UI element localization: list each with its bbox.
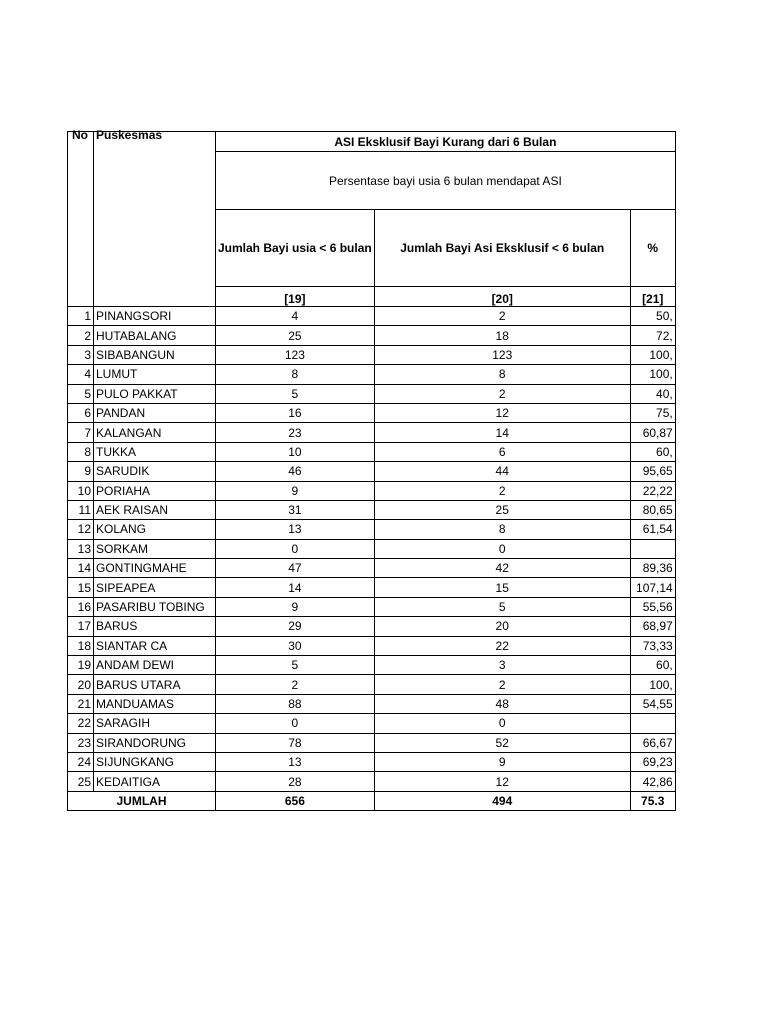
row-jumlah-bayi: 14 [216, 578, 375, 597]
row-puskesmas: SARUDIK [94, 462, 216, 481]
table-row [68, 714, 676, 733]
row-no: 14 [68, 559, 94, 578]
row-no: 8 [68, 442, 94, 461]
row-puskesmas: SIJUNGKANG [94, 752, 216, 771]
table-row [68, 772, 676, 791]
row-puskesmas: BARUS [94, 617, 216, 636]
row-jumlah-asi: 18 [374, 326, 630, 345]
row-no: 7 [68, 423, 94, 442]
row-jumlah-asi: 42 [374, 559, 630, 578]
row-jumlah-bayi: 8 [216, 365, 375, 384]
row-jumlah-bayi: 2 [216, 675, 375, 694]
row-jumlah-bayi: 29 [216, 617, 375, 636]
table-row [68, 403, 676, 422]
code-row [68, 287, 676, 307]
row-jumlah-asi: 14 [374, 423, 630, 442]
row-jumlah-asi: 3 [374, 656, 630, 675]
table-row [68, 578, 676, 597]
row-puskesmas: SIANTAR CA [94, 636, 216, 655]
row-jumlah-bayi: 28 [216, 772, 375, 791]
row-jumlah-asi: 44 [374, 462, 630, 481]
total-pct: 75.3 [630, 791, 675, 810]
row-no: 11 [68, 500, 94, 519]
table-row [68, 326, 676, 345]
row-jumlah-bayi: 4 [216, 307, 375, 326]
row-puskesmas: PANDAN [94, 403, 216, 422]
row-jumlah-bayi: 31 [216, 500, 375, 519]
row-jumlah-asi: 0 [374, 539, 630, 558]
row-pct [630, 714, 675, 733]
puskesmas-header-cell-mid [94, 152, 216, 210]
puskesmas-header-cell-bottom [94, 287, 216, 307]
table-row [68, 636, 676, 655]
row-puskesmas: PASARIBU TOBING [94, 597, 216, 616]
row-jumlah-bayi: 5 [216, 384, 375, 403]
row-jumlah-asi: 2 [374, 675, 630, 694]
total-jumlah-asi: 494 [374, 791, 630, 810]
table-row [68, 539, 676, 558]
row-jumlah-bayi: 88 [216, 694, 375, 713]
jumlah-asi-header: Jumlah Bayi Asi Eksklusif < 6 bulan [374, 210, 630, 287]
row-pct: 107,14 [630, 578, 675, 597]
row-jumlah-bayi: 23 [216, 423, 375, 442]
row-pct: 75, [630, 403, 675, 422]
row-jumlah-asi: 5 [374, 597, 630, 616]
row-puskesmas: PULO PAKKAT [94, 384, 216, 403]
row-no: 23 [68, 733, 94, 752]
row-no: 2 [68, 326, 94, 345]
row-jumlah-bayi: 46 [216, 462, 375, 481]
table-row [68, 675, 676, 694]
row-jumlah-bayi: 13 [216, 752, 375, 771]
row-pct: 100, [630, 345, 675, 364]
row-jumlah-asi: 123 [374, 345, 630, 364]
row-pct [630, 539, 675, 558]
row-pct: 55,56 [630, 597, 675, 616]
row-puskesmas: KEDAITIGA [94, 772, 216, 791]
table-row [68, 694, 676, 713]
no-header-cell-mid [68, 152, 94, 210]
row-no: 5 [68, 384, 94, 403]
row-jumlah-asi: 8 [374, 365, 630, 384]
row-jumlah-bayi: 0 [216, 539, 375, 558]
row-no: 22 [68, 714, 94, 733]
table-row [68, 307, 676, 326]
row-no: 25 [68, 772, 94, 791]
row-puskesmas: LUMUT [94, 365, 216, 384]
header-row-3 [68, 210, 676, 287]
table-row [68, 365, 676, 384]
puskesmas-header-label: Puskesmas [96, 127, 163, 142]
row-no: 1 [68, 307, 94, 326]
table-row [68, 733, 676, 752]
row-pct: 66,67 [630, 733, 675, 752]
row-puskesmas: MANDUAMAS [94, 694, 216, 713]
table-row [68, 462, 676, 481]
row-jumlah-bayi: 5 [216, 656, 375, 675]
row-pct: 69,23 [630, 752, 675, 771]
row-no: 21 [68, 694, 94, 713]
row-pct: 50, [630, 307, 675, 326]
pct-header: % [630, 210, 675, 287]
row-jumlah-asi: 8 [374, 520, 630, 539]
code-20: [20] [374, 287, 630, 307]
row-pct: 89,36 [630, 559, 675, 578]
total-label: JUMLAH [68, 791, 216, 810]
row-jumlah-asi: 12 [374, 772, 630, 791]
row-no: 10 [68, 481, 94, 500]
row-jumlah-bayi: 9 [216, 597, 375, 616]
row-pct: 80,65 [630, 500, 675, 519]
row-pct: 60, [630, 442, 675, 461]
table-row [68, 500, 676, 519]
row-jumlah-asi: 6 [374, 442, 630, 461]
row-no: 12 [68, 520, 94, 539]
table-row [68, 345, 676, 364]
table-row [68, 617, 676, 636]
row-puskesmas: TUKKA [94, 442, 216, 461]
row-jumlah-asi: 12 [374, 403, 630, 422]
row-no: 4 [68, 365, 94, 384]
row-pct: 42,86 [630, 772, 675, 791]
row-no: 15 [68, 578, 94, 597]
row-puskesmas: SARAGIH [94, 714, 216, 733]
row-puskesmas: SORKAM [94, 539, 216, 558]
row-no: 3 [68, 345, 94, 364]
row-no: 16 [68, 597, 94, 616]
row-jumlah-asi: 25 [374, 500, 630, 519]
row-puskesmas: KALANGAN [94, 423, 216, 442]
row-pct: 54,55 [630, 694, 675, 713]
row-jumlah-bayi: 78 [216, 733, 375, 752]
row-jumlah-asi: 2 [374, 481, 630, 500]
row-puskesmas: HUTABALANG [94, 326, 216, 345]
row-puskesmas: AEK RAISAN [94, 500, 216, 519]
row-jumlah-asi: 9 [374, 752, 630, 771]
row-jumlah-asi: 2 [374, 384, 630, 403]
row-no: 9 [68, 462, 94, 481]
row-jumlah-asi: 2 [374, 307, 630, 326]
row-no: 18 [68, 636, 94, 655]
row-pct: 73,33 [630, 636, 675, 655]
row-puskesmas: SIBABANGUN [94, 345, 216, 364]
row-jumlah-bayi: 47 [216, 559, 375, 578]
row-pct: 22,22 [630, 481, 675, 500]
asi-table [67, 127, 676, 811]
row-puskesmas: KOLANG [94, 520, 216, 539]
code-21: [21] [630, 287, 675, 307]
row-jumlah-asi: 20 [374, 617, 630, 636]
row-puskesmas: PORIAHA [94, 481, 216, 500]
row-no: 17 [68, 617, 94, 636]
row-jumlah-asi: 52 [374, 733, 630, 752]
code-19: [19] [216, 287, 375, 307]
row-puskesmas: GONTINGMAHE [94, 559, 216, 578]
puskesmas-header [94, 127, 216, 287]
row-jumlah-bayi: 9 [216, 481, 375, 500]
row-pct: 60,87 [630, 423, 675, 442]
table-row [68, 656, 676, 675]
row-pct: 72, [630, 326, 675, 345]
row-jumlah-bayi: 16 [216, 403, 375, 422]
row-pct: 61,54 [630, 520, 675, 539]
header-row-2 [68, 152, 676, 210]
row-pct: 68,97 [630, 617, 675, 636]
row-jumlah-asi: 48 [374, 694, 630, 713]
table-row [68, 423, 676, 442]
no-header-cell-bottom [68, 287, 94, 307]
no-header-label: No [72, 127, 88, 142]
table-row [68, 520, 676, 539]
total-row [68, 791, 676, 810]
table-row [68, 559, 676, 578]
no-header [68, 127, 94, 287]
row-jumlah-bayi: 123 [216, 345, 375, 364]
row-pct: 60, [630, 656, 675, 675]
table-row [68, 597, 676, 616]
table-row [68, 384, 676, 403]
row-puskesmas: BARUS UTARA [94, 675, 216, 694]
table-row [68, 481, 676, 500]
row-jumlah-bayi: 30 [216, 636, 375, 655]
total-jumlah-bayi: 656 [216, 791, 375, 810]
row-jumlah-bayi: 13 [216, 520, 375, 539]
row-jumlah-asi: 22 [374, 636, 630, 655]
table-row [68, 442, 676, 461]
jumlah-bayi-header: Jumlah Bayi usia < 6 bulan [216, 210, 375, 287]
table-row [68, 752, 676, 771]
row-pct: 95,65 [630, 462, 675, 481]
row-pct: 40, [630, 384, 675, 403]
row-jumlah-bayi: 10 [216, 442, 375, 461]
row-no: 19 [68, 656, 94, 675]
row-no: 6 [68, 403, 94, 422]
subgroup-title: Persentase bayi usia 6 bulan mendapat ASI [216, 152, 676, 210]
row-no: 24 [68, 752, 94, 771]
row-no: 20 [68, 675, 94, 694]
row-no: 13 [68, 539, 94, 558]
row-puskesmas: ANDAM DEWI [94, 656, 216, 675]
row-puskesmas: PINANGSORI [94, 307, 216, 326]
row-puskesmas: SIRANDORUNG [94, 733, 216, 752]
row-puskesmas: SIPEAPEA [94, 578, 216, 597]
group-title: ASI Eksklusif Bayi Kurang dari 6 Bulan [216, 132, 676, 152]
row-jumlah-asi: 0 [374, 714, 630, 733]
row-jumlah-bayi: 25 [216, 326, 375, 345]
row-pct: 100, [630, 675, 675, 694]
row-jumlah-asi: 15 [374, 578, 630, 597]
row-jumlah-bayi: 0 [216, 714, 375, 733]
row-pct: 100, [630, 365, 675, 384]
